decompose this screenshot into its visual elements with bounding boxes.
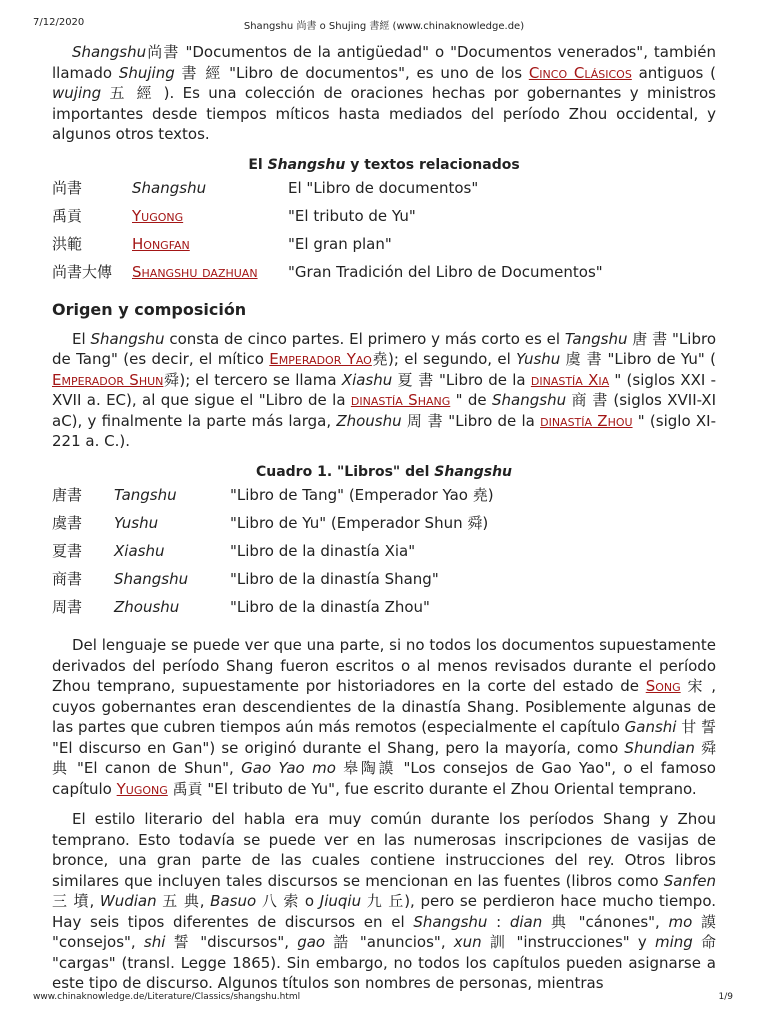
table-row bbox=[52, 513, 494, 541]
term: Tangshu bbox=[564, 329, 628, 348]
term: Yushu bbox=[516, 350, 561, 368]
term: Ganshi bbox=[624, 718, 677, 736]
text: 訓 "instrucciones" y bbox=[481, 933, 655, 951]
table-row bbox=[52, 206, 603, 234]
hanzi-cell: 唐書 bbox=[52, 486, 83, 504]
related-texts-table bbox=[52, 178, 603, 290]
composition-paragraph bbox=[52, 329, 716, 452]
page-number: 1/9 bbox=[718, 992, 733, 1002]
pinyin-cell bbox=[132, 262, 288, 290]
table-row bbox=[52, 234, 603, 262]
term: xun bbox=[453, 933, 482, 951]
intro-paragraph bbox=[52, 42, 716, 145]
text: 虞 書 "Libro de Yu" ( bbox=[560, 350, 716, 368]
text: 皋陶謨 "Los consejos de Gao Yao", o el famoso capítulo bbox=[52, 759, 716, 798]
text: " de bbox=[450, 391, 492, 409]
text: 九 丘), pero se perdieron hace mucho tiempo. Hay seis tipos diferentes de discursos en el bbox=[52, 892, 717, 931]
text: 甘 誓 "El discurso en Gan") se originó durante el Shang, pero la mayoría, como bbox=[52, 718, 716, 757]
text: 命 "cargas" (transl. Legge 1865). Sin embargo, no todos los capítulos pueden asignarse a este tipo de discurso. Algunos títulos son nombres de personas, mientras bbox=[52, 933, 716, 992]
desc-cell: "Libro de la dinastía Xia" bbox=[230, 542, 416, 560]
term: Sanfen bbox=[663, 871, 716, 890]
title-part: Cuadro 1. "Libros" del bbox=[255, 463, 435, 480]
text: 五 經 ). Es una colección de oraciones hechas por gobernantes y ministros importantes desde tiempos míticos hasta mediados del período Zhou occidental, y algunos otros textos. bbox=[52, 84, 716, 143]
term: Shangshu bbox=[72, 43, 147, 61]
link-emperador-yao[interactable]: Emperador Yao bbox=[269, 350, 372, 368]
text: 堯); el segundo, el bbox=[371, 350, 517, 368]
print-title: Shangshu 尚書 o Shujing 書經 (www.chinaknowledge.de) bbox=[243, 21, 525, 32]
pinyin: Shangshu bbox=[132, 179, 207, 197]
text: El estilo literario del habla era muy común durante los períodos Shang y Zhou temprano. Esto todavía se puede ver en las numerosas inscripciones de vasijas de bronce, una gran parte de las cuales contiene instrucciones del rey. Otros libros similares que incluyen tales discursos se mencionan en las fuentes (libros como bbox=[52, 810, 716, 890]
style-paragraph bbox=[52, 809, 716, 994]
pinyin: Yushu bbox=[114, 514, 159, 532]
hanzi-cell: 禹貢 bbox=[52, 207, 83, 225]
link-shangshu-dazhuan[interactable]: Shangshu dazhuan bbox=[132, 263, 258, 281]
desc-cell: "El tributo de Yu" bbox=[288, 207, 416, 225]
term: Gao Yao mo bbox=[241, 759, 336, 777]
term: shi bbox=[143, 933, 166, 951]
term: Shangshu bbox=[90, 329, 165, 348]
term: Xiashu bbox=[341, 370, 393, 389]
pinyin: Xiashu bbox=[114, 542, 165, 560]
hanzi-cell: 商書 bbox=[52, 570, 83, 588]
hanzi-cell: 夏書 bbox=[52, 542, 83, 560]
term: Shangshu bbox=[492, 391, 567, 409]
term: Jiuqiu bbox=[319, 892, 362, 910]
text: 舜 典 "El canon de Shun", bbox=[52, 738, 716, 777]
term: wujing bbox=[52, 84, 102, 102]
link-hongfan[interactable]: Hongfan bbox=[132, 235, 190, 253]
print-url: www.chinaknowledge.de/Literature/Classics/shangshu.html bbox=[33, 992, 301, 1002]
print-date: 7/12/2020 bbox=[33, 17, 85, 28]
text: 商 書 (siglos XVII-XI aC), y finalmente la parte más larga, bbox=[52, 391, 716, 430]
text: 三 墳, bbox=[52, 892, 100, 910]
text: 誓 "discursos", bbox=[165, 933, 298, 951]
link-dinastia-zhou[interactable]: dinastía Zhou bbox=[540, 411, 633, 430]
desc-cell: "Gran Tradición del Libro de Documentos" bbox=[288, 263, 603, 281]
text: 尚書 "Documentos de la antigüedad" o "Documentos venerados", también llamado bbox=[52, 43, 716, 82]
title-term: Shangshu bbox=[267, 156, 346, 173]
article-body bbox=[52, 42, 716, 994]
table-row bbox=[52, 597, 494, 625]
text: Del lenguaje se puede ver que una parte, si no todos los documentos supuestamente derivados del período Shang fueron escritos o al menos revisados durante el período Zhou temprano, supuestamente por historiadores en la corte del estado de bbox=[52, 636, 716, 695]
pinyin-cell bbox=[132, 206, 288, 234]
text: 典 "cánones", bbox=[542, 912, 669, 931]
title-part: El bbox=[248, 156, 268, 173]
pinyin: Shangshu bbox=[114, 570, 189, 588]
term: dian bbox=[509, 912, 543, 931]
text: 誥 "anuncios", bbox=[325, 933, 454, 951]
term: Zhoushu bbox=[336, 411, 402, 430]
text: consta de cinco partes. El primero y más corto es el bbox=[164, 329, 565, 348]
pinyin-cell bbox=[114, 541, 230, 569]
table-row bbox=[52, 485, 494, 513]
pinyin-cell bbox=[114, 597, 230, 625]
table-row bbox=[52, 541, 494, 569]
text: 五 典, bbox=[156, 892, 211, 910]
table-row bbox=[52, 178, 603, 206]
language-paragraph bbox=[52, 635, 716, 799]
link-yugong-inline[interactable]: Yugong bbox=[116, 779, 168, 798]
pinyin: Tangshu bbox=[114, 486, 177, 504]
pinyin-cell bbox=[114, 569, 230, 597]
section-heading: Origen y composición bbox=[52, 300, 247, 319]
hanzi-cell: 尚書大傳 bbox=[52, 263, 113, 281]
pinyin-cell bbox=[114, 485, 230, 513]
link-yugong[interactable]: Yugong bbox=[132, 207, 184, 225]
hanzi-cell: 尚書 bbox=[52, 179, 83, 197]
text: El bbox=[72, 329, 91, 348]
text: 宋 , cuyos gobernantes eran descendientes de la dinastía Shang. Posiblemente algunas de las partes que cubren tiempos aún más remotos (especialmente el capítulo bbox=[52, 677, 716, 736]
link-emperador-shun[interactable]: Emperador Shun bbox=[52, 370, 164, 389]
term: Wudian bbox=[99, 892, 157, 910]
desc-cell: "Libro de la dinastía Zhou" bbox=[230, 598, 430, 616]
term: Shangshu bbox=[413, 912, 488, 931]
text: 八 索 o bbox=[256, 892, 320, 910]
text: 禹貢 "El tributo de Yu", fue escrito durante el Zhou Oriental temprano. bbox=[167, 779, 697, 798]
pinyin-cell bbox=[114, 513, 230, 541]
table-title bbox=[52, 462, 716, 483]
hanzi-cell: 虞書 bbox=[52, 514, 83, 532]
text: " (siglo XI-221 a. C.). bbox=[52, 411, 716, 450]
text: 舜); el tercero se llama bbox=[163, 370, 342, 389]
text: 周 書 "Libro de la bbox=[401, 411, 541, 430]
desc-cell: El "Libro de documentos" bbox=[288, 179, 479, 197]
text: 書 經 "Libro de documentos", es uno de los bbox=[174, 63, 529, 82]
pinyin: Zhoushu bbox=[114, 598, 180, 616]
term: Basuo bbox=[210, 892, 257, 910]
term: Shujing bbox=[118, 63, 175, 82]
books-table bbox=[52, 485, 494, 625]
table-row bbox=[52, 569, 494, 597]
hanzi-cell: 周書 bbox=[52, 598, 83, 616]
text: : bbox=[487, 912, 510, 931]
link-song[interactable]: Song bbox=[645, 677, 681, 695]
term: mo bbox=[668, 912, 693, 931]
title-part: y textos relacionados bbox=[345, 156, 520, 173]
link-dinastia-xia[interactable]: dinastía Xia bbox=[530, 370, 610, 389]
title-term: Shangshu bbox=[434, 463, 513, 480]
term: Shundian bbox=[624, 738, 695, 757]
desc-cell: "Libro de Tang" (Emperador Yao 堯) bbox=[230, 486, 494, 504]
text: 唐 書 "Libro de Tang" (es decir, el mítico bbox=[52, 329, 716, 368]
table-title bbox=[52, 155, 716, 176]
pinyin-cell bbox=[132, 234, 288, 262]
desc-cell: "Libro de la dinastía Shang" bbox=[230, 570, 439, 588]
term: ming bbox=[654, 933, 693, 951]
desc-cell: "El gran plan" bbox=[288, 235, 392, 253]
text: antiguos ( bbox=[631, 63, 716, 82]
hanzi-cell: 洪範 bbox=[52, 235, 83, 253]
text: " (siglos XXI - XVII a. EC), al que sigue el "Libro de la bbox=[52, 370, 716, 409]
pinyin-cell bbox=[132, 178, 288, 206]
text: 謨 "consejos", bbox=[52, 912, 717, 951]
table-row bbox=[52, 262, 603, 290]
link-dinastia-shang[interactable]: dinastía Shang bbox=[350, 391, 451, 409]
desc-cell: "Libro de Yu" (Emperador Shun 舜) bbox=[230, 514, 489, 532]
link-cinco-clasicos[interactable]: Cinco Clásicos bbox=[528, 63, 632, 82]
text: 夏 書 "Libro de la bbox=[392, 370, 531, 389]
term: gao bbox=[297, 933, 326, 951]
